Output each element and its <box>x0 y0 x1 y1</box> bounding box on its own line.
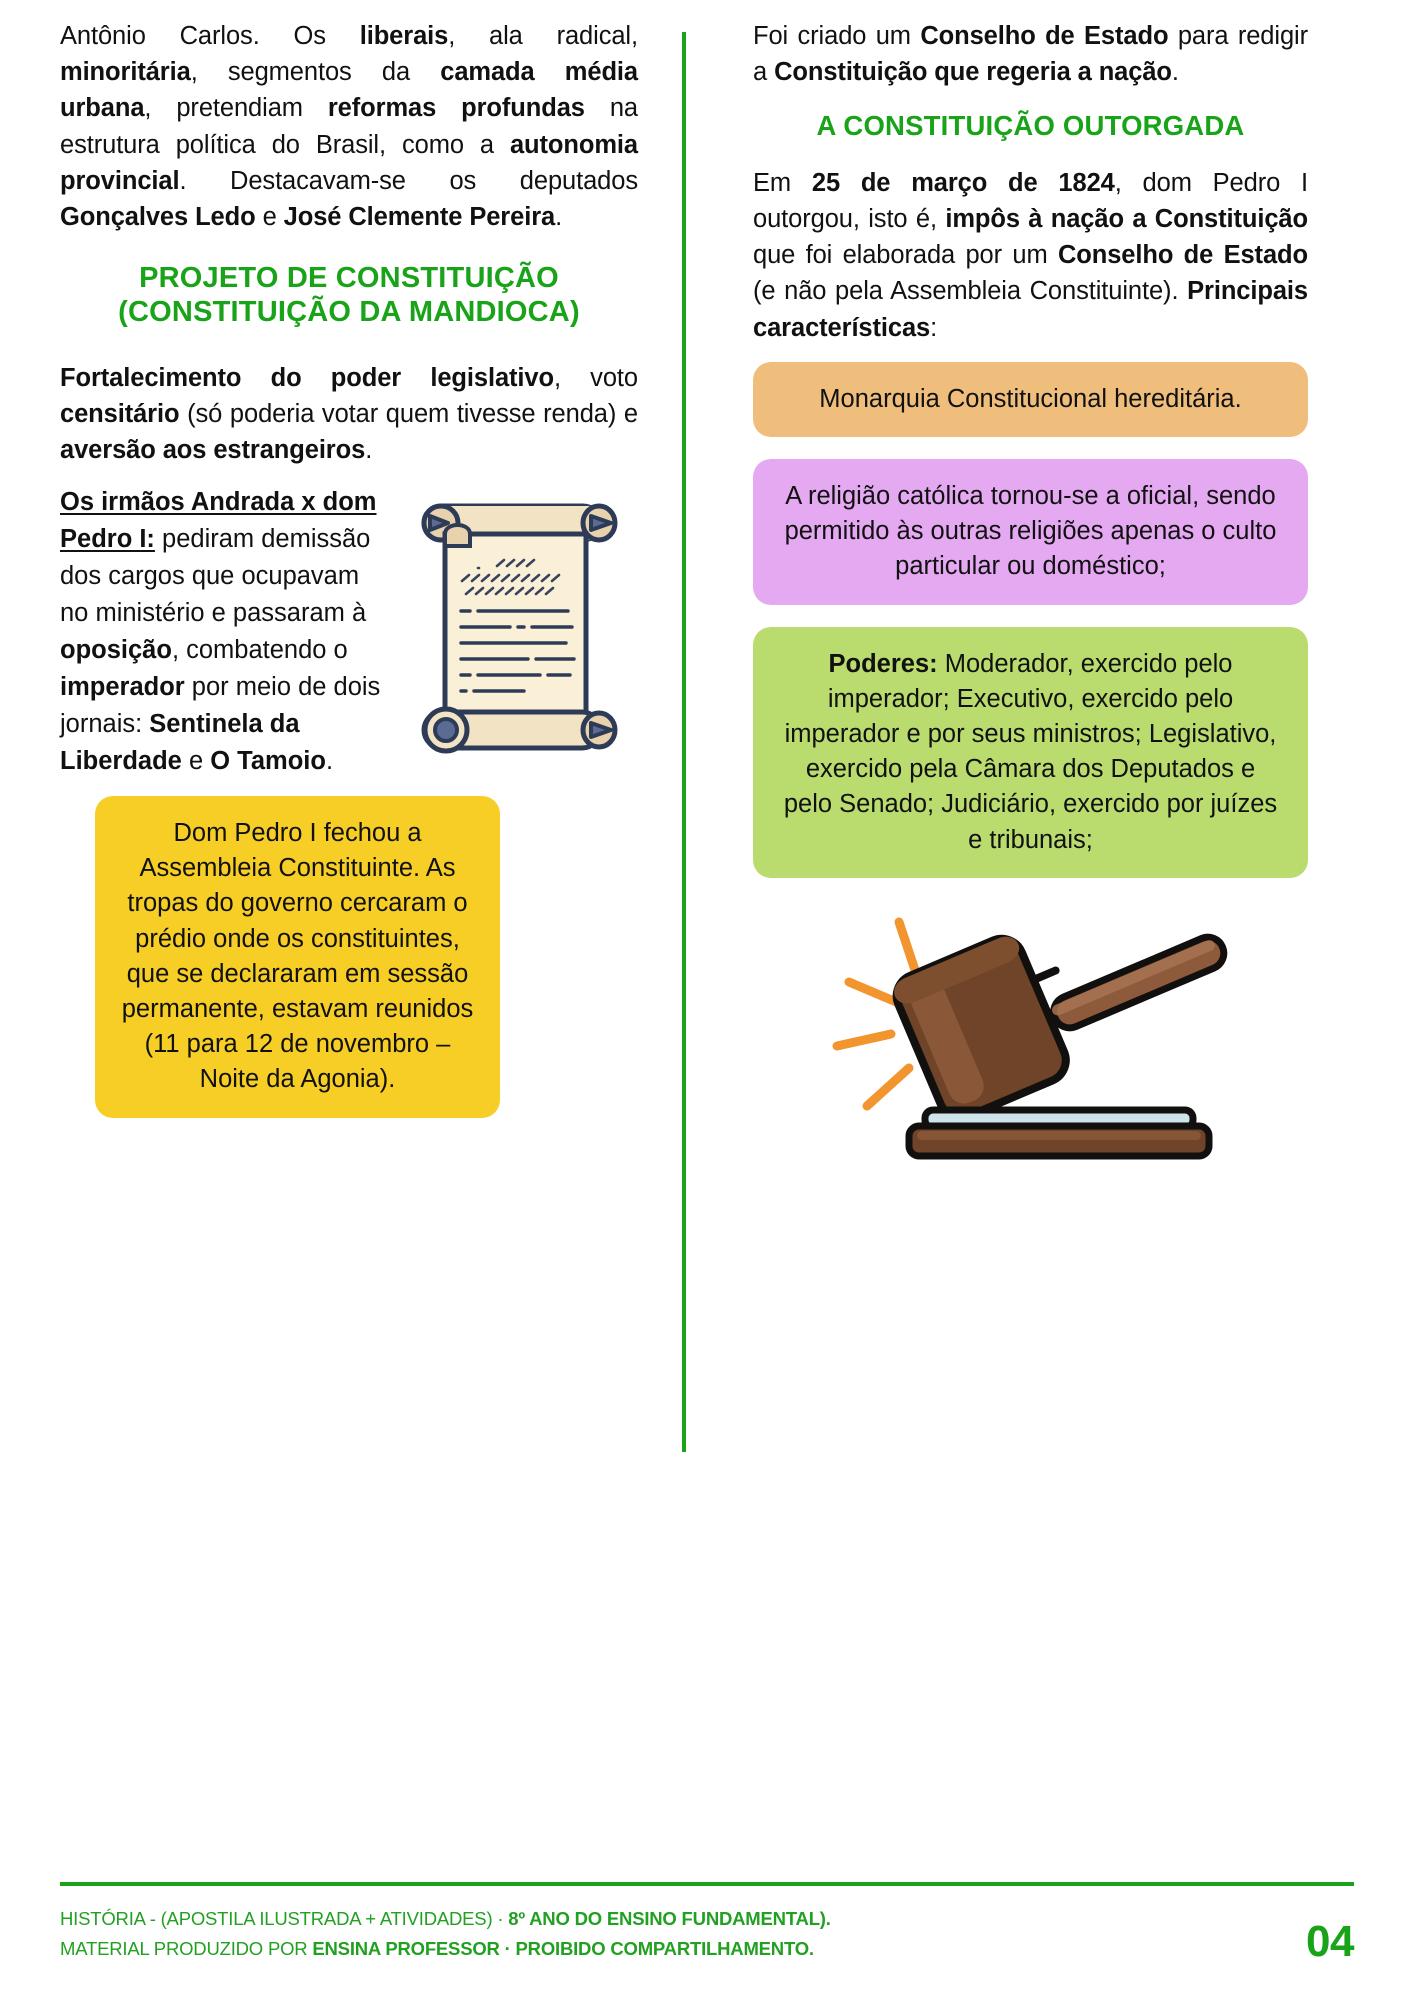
gavel-judge-icon <box>821 900 1241 1170</box>
andrada-section <box>60 484 638 780</box>
two-column-layout <box>60 18 1354 1858</box>
right-paragraph-1: Foi criado um Conselho de Estado para redigir a Constituição que regeria a nação. <box>753 22 1308 87</box>
left-paragraph-1: Antônio Carlos. Os liberais, ala radical, minoritária, segmentos da camada média urbana, pretendiam reformas profundas na estrutura política do Brasil, como a autonomia provincial. Destacavam-se os deputados Gonçalves Ledo e José Clemente Pereira. <box>60 22 638 232</box>
footer-line-1 <box>60 1904 831 1934</box>
footer-line-2 <box>60 1934 831 1964</box>
callout-pink-religiao: A religião católica tornou-se a oficial, sendo permitido às outras religiões apenas o culto particular ou doméstico; <box>753 459 1308 605</box>
andrada-body: pediram demissão dos cargos que ocupavam no ministério e passaram à oposição, combatendo o imperador por meio de dois jornais: Sentinela da Liberdade e O Tamoio. <box>60 525 381 776</box>
column-divider <box>682 32 686 1452</box>
poderes-lead: Poderes: <box>828 649 938 678</box>
footer-line2-bold: ENSINA PROFESSOR · PROIBIDO COMPARTILHAMENTO. <box>312 1938 814 1960</box>
left-column <box>60 18 660 1858</box>
scroll-document-icon <box>400 494 638 762</box>
right-paragraph-2: Em 25 de março de 1824, dom Pedro I outorgou, isto é, impôs à nação a Constituição que foi elaborada por um Conselho de Estado (e não pela Assembleia Constituinte). Principais características: <box>753 168 1308 342</box>
footer-line1-regular: HISTÓRIA - (APOSTILA ILUSTRADA + ATIVIDADES) · <box>60 1908 509 1930</box>
heading-constituicao-outorgada: A CONSTITUIÇÃO OUTORGADA <box>816 110 1245 142</box>
right-column <box>708 18 1308 1858</box>
callout-orange-monarquia: Monarquia Constitucional hereditária. <box>753 362 1308 437</box>
footer-divider-rule <box>60 1882 1354 1886</box>
footer-line2-regular: MATERIAL PRODUZIDO POR <box>60 1938 313 1960</box>
footer-line1-bold: 8º ANO DO ENSINO FUNDAMENTAL). <box>508 1908 831 1930</box>
poderes-body: Moderador, exercido pelo imperador; Executivo, exercido pelo imperador e por seus ministros; Legislativo, exercido pela Câmara dos Deputados e pelo Senado; Judiciário, exercido por juízes e tribunais; <box>783 649 1278 854</box>
callout-yellow-assembleia: Dom Pedro I fechou a Assembleia Constituinte. As tropas do governo cercaram o prédio onde os constituintes, que se declararam em sessão permanente, estavam reunidos (11 para 12 de novembro – Noite da Agonia). <box>95 796 500 1118</box>
andrada-lead: Os irmãos Andrada x dom Pedro I: <box>60 488 377 554</box>
page-number: 04 <box>1306 1917 1354 1966</box>
left-paragraph-2: Fortalecimento do poder legislativo, voto censitário (só poderia votar quem tivesse renda) e aversão aos estrangeiros. <box>60 363 638 465</box>
callout-green-poderes <box>753 627 1308 878</box>
footer-credits <box>60 1904 831 1964</box>
page-footer <box>60 1882 1354 1964</box>
heading-projeto-constituicao: PROJETO DE CONSTITUIÇÃO (CONSTITUIÇÃO DA MANDIOCA) <box>118 262 580 329</box>
